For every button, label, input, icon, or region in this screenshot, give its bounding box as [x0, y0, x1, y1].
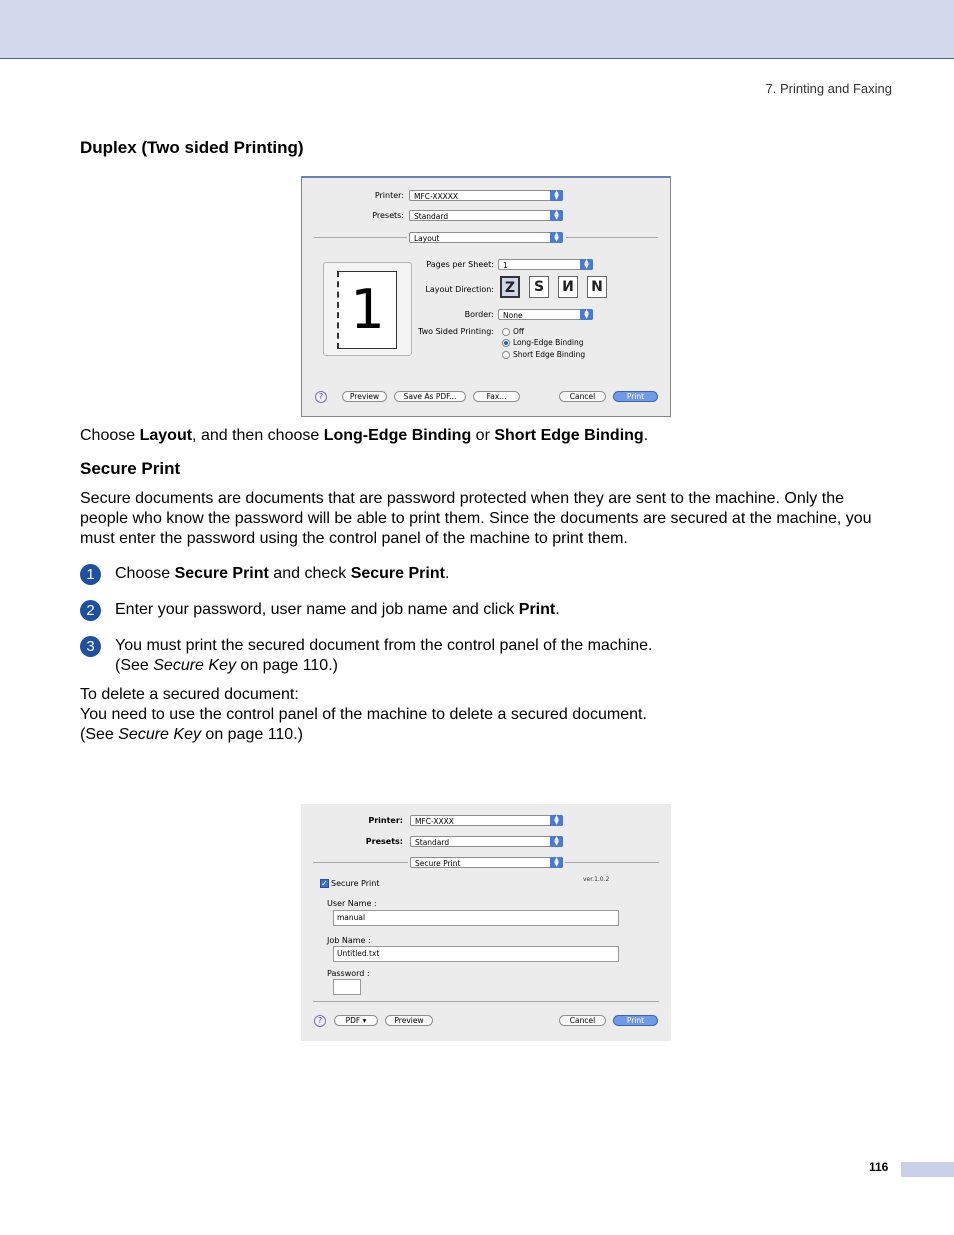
duplex-print-dialog — [301, 176, 671, 417]
panel-value: Secure Print — [415, 859, 461, 868]
popup-arrows-icon: ▲ ▼ — [550, 857, 563, 868]
popup-arrows-icon: ▲ ▼ — [580, 259, 593, 270]
direction-n-icon[interactable]: N — [587, 276, 607, 298]
direction-s-icon[interactable]: S — [529, 276, 549, 298]
print-button[interactable]: Print — [613, 1015, 658, 1026]
password-label: Password : — [327, 969, 370, 978]
fax-button[interactable]: Fax... — [473, 391, 520, 402]
layout-direction-label: Layout Direction: — [425, 285, 494, 294]
step-number: 3 — [80, 636, 101, 657]
popup-arrows-icon: ▲ ▼ — [550, 232, 563, 243]
presets-label: Presets: — [372, 211, 404, 220]
step-number: 2 — [80, 600, 101, 621]
job-name-label: Job Name : — [327, 936, 371, 945]
print-button[interactable]: Print — [613, 391, 658, 402]
separator — [313, 862, 408, 863]
printer-value: MFC-XXXXX — [414, 192, 459, 201]
border-label: Border: — [464, 310, 494, 319]
step-text: You must print the secured document from the control panel of the machine. (See Secure Key on page 110.) — [115, 637, 653, 674]
popup-arrows-icon: ▲ ▼ — [550, 190, 563, 201]
password-input[interactable] — [333, 979, 361, 995]
header-band — [0, 0, 954, 59]
section-title-duplex: Duplex (Two sided Printing) — [80, 138, 304, 157]
page-number-bar — [901, 1162, 954, 1177]
popup-arrows-icon: ▲ ▼ — [550, 836, 563, 847]
separator — [313, 1001, 659, 1002]
pdf-menu-button[interactable]: PDF ▾ — [334, 1015, 378, 1026]
secure-print-description: Secure documents are documents that are password protected when they are sent to the machine. Only the people who know the password will be able to print them. Since the documents are secured at the machine, you must enter the password using the control panel of the machine to print them. — [80, 490, 872, 547]
printer-label: Printer: — [374, 191, 404, 200]
version-text: ver.1.0.2 — [583, 876, 610, 883]
panel-popup[interactable] — [409, 232, 563, 243]
radio-off-label: Off — [513, 327, 525, 336]
separator — [565, 862, 659, 863]
job-name-input[interactable]: Untitled.txt — [333, 946, 619, 962]
cancel-button[interactable]: Cancel — [559, 1015, 606, 1026]
printer-value: MFC-XXXX — [415, 817, 454, 826]
user-name-label: User Name : — [327, 899, 377, 908]
direction-reverse-n-icon[interactable]: И — [558, 276, 578, 298]
secure-print-checkbox-label: Secure Print — [331, 879, 380, 888]
direction-z-icon[interactable]: Z — [500, 276, 520, 298]
delete-secured-note: To delete a secured document: You need to use the control panel of the machine to delete a secured document. (See Secure Key on page 110.) — [80, 686, 647, 743]
preview-button[interactable]: Preview — [342, 391, 387, 402]
separator — [314, 237, 407, 238]
user-name-input[interactable]: manual — [333, 910, 619, 926]
layout-instruction: Choose Layout, and then choose Long-Edge Binding or Short Edge Binding. — [80, 427, 649, 444]
printer-popup[interactable] — [409, 190, 563, 201]
radio-short-edge-label: Short Edge Binding — [513, 350, 586, 359]
layout-preview-frame — [323, 262, 412, 356]
step-number: 1 — [80, 564, 101, 585]
radio-long-edge-label: Long-Edge Binding — [513, 338, 584, 347]
chapter-title: 7. Printing and Faxing — [765, 81, 892, 96]
save-as-pdf-button[interactable]: Save As PDF... — [394, 391, 466, 402]
popup-arrows-icon: ▲ ▼ — [580, 309, 593, 320]
section-title-secure-print: Secure Print — [80, 459, 181, 478]
border-popup[interactable] — [498, 309, 593, 320]
panel-popup[interactable] — [410, 857, 563, 868]
pages-per-sheet-label: Pages per Sheet: — [426, 260, 494, 269]
secure-print-checkbox[interactable]: ✓ — [321, 879, 328, 888]
pages-per-sheet-value: 1 — [503, 261, 508, 270]
step-text: Enter your password, user name and job name and click Print. — [115, 601, 560, 618]
panel-value: Layout — [414, 234, 440, 243]
presets-popup[interactable] — [409, 210, 563, 221]
printer-label: Printer: — [368, 816, 403, 825]
two-sided-label: Two Sided Printing: — [418, 327, 494, 336]
radio-off[interactable] — [502, 328, 510, 336]
presets-value: Standard — [414, 212, 449, 221]
presets-value: Standard — [415, 838, 450, 847]
page-number: 116 — [869, 1160, 889, 1174]
popup-arrows-icon: ▲ ▼ — [550, 815, 563, 826]
preview-button[interactable]: Preview — [385, 1015, 433, 1026]
border-value: None — [503, 311, 523, 320]
separator — [566, 237, 658, 238]
help-icon[interactable]: ? — [314, 1015, 326, 1027]
radio-short-edge[interactable] — [502, 351, 510, 359]
printer-popup[interactable] — [410, 815, 563, 826]
presets-popup[interactable] — [410, 836, 563, 847]
step-text: Choose Secure Print and check Secure Print. — [115, 565, 450, 582]
pages-per-sheet-popup[interactable] — [498, 259, 593, 270]
secure-print-dialog — [301, 804, 671, 1041]
help-icon[interactable]: ? — [315, 391, 327, 403]
popup-arrows-icon: ▲ ▼ — [550, 210, 563, 221]
cancel-button[interactable]: Cancel — [559, 391, 606, 402]
layout-preview-page: 1 — [337, 271, 397, 349]
presets-label: Presets: — [365, 837, 403, 846]
radio-long-edge[interactable] — [502, 339, 510, 347]
